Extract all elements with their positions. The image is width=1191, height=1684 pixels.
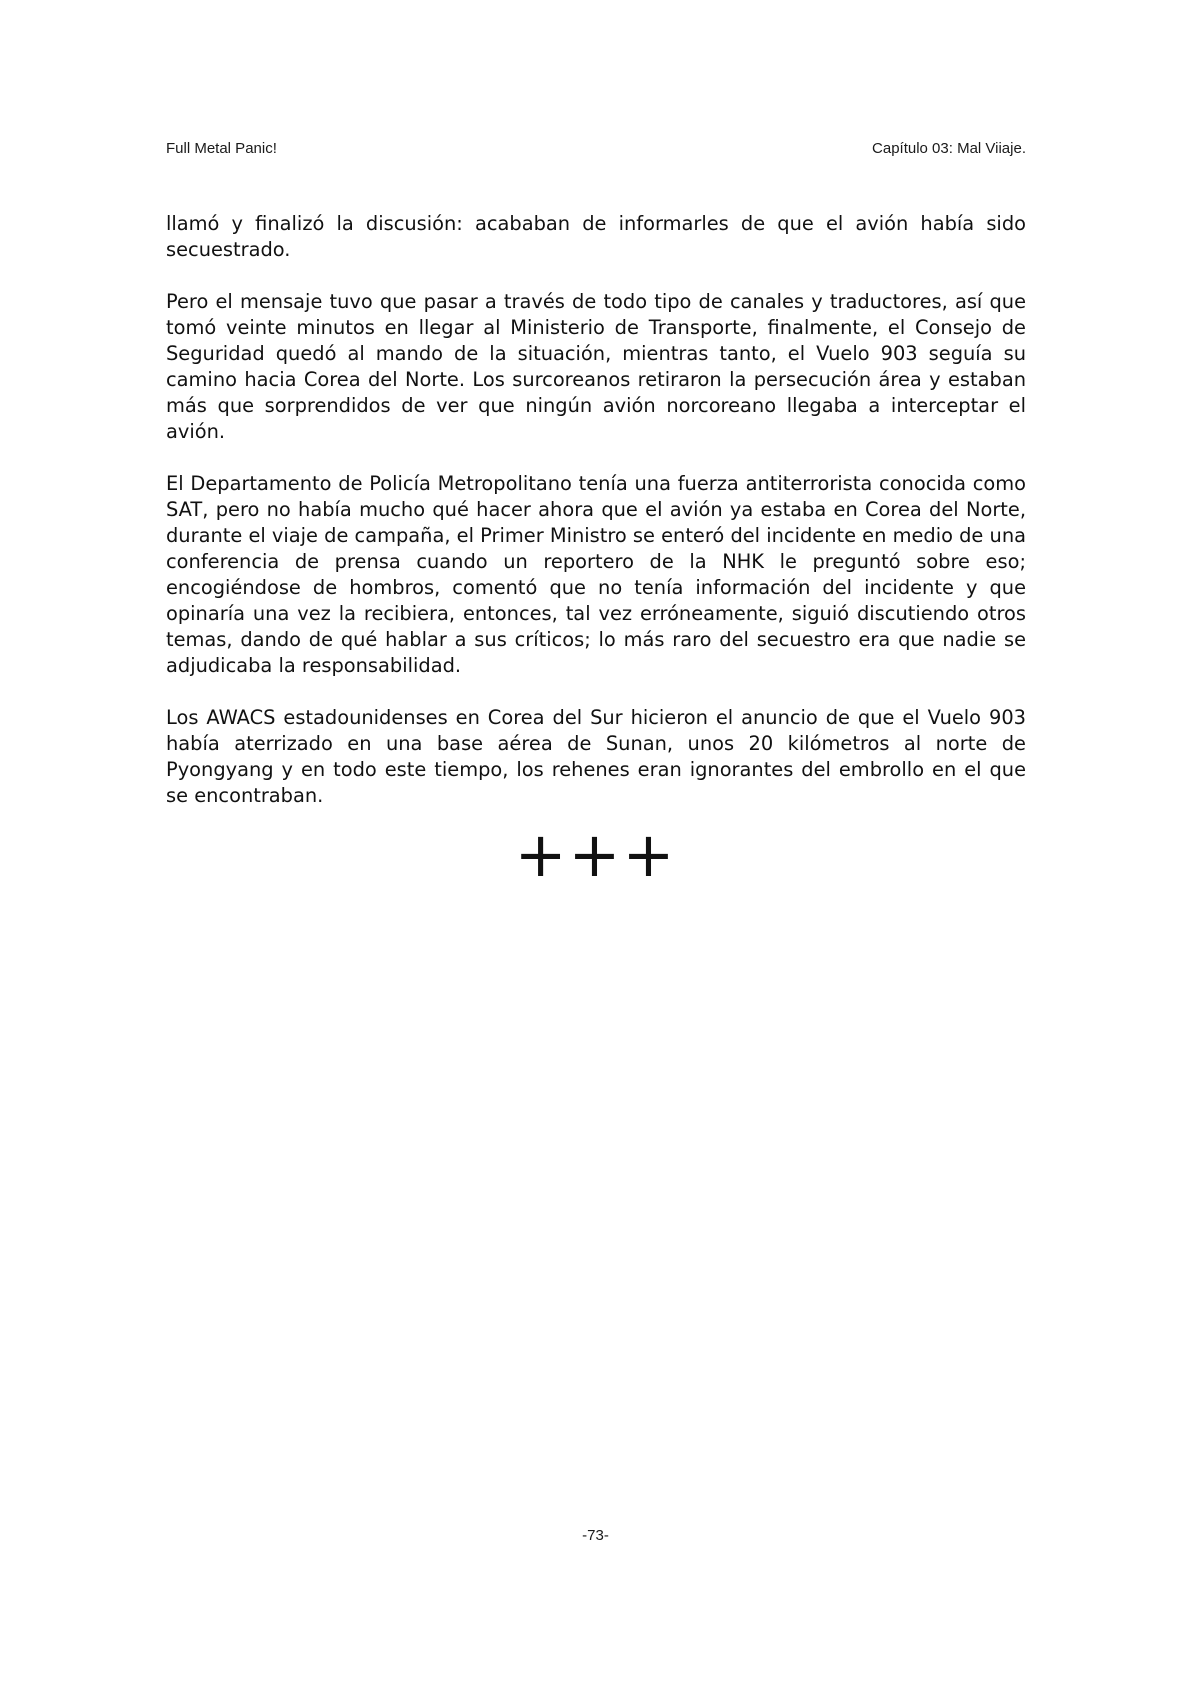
paragraph: Los AWACS estadounidenses en Corea del Sur hicieron el anuncio de que el Vuelo 903 había aterrizado en una base aérea de Sunan, unos 20 kilómetros al norte de Pyongyang y en todo este tiempo, los rehenes eran ignorantes del embrollo en el que se encontraban. <box>166 706 1026 807</box>
body-text <box>166 211 1026 835</box>
paragraph: Pero el mensaje tuvo que pasar a través de todo tipo de canales y traductores, así que tomó veinte minutos en llegar al Ministerio de Transporte, finalmente, el Consejo de Seguridad quedó al mando de la situación, mientras tanto, el Vuelo 903 seguía su camino hacia Corea del Norte. Los surcoreanos retiraron la persecución área y estaban más que sorprendidos de ver que ningún avión norcoreano llegaba a interceptar el avión. <box>166 290 1026 443</box>
running-header <box>166 140 1026 162</box>
paragraph: llamó y finalizó la discusión: acababan de informarles de que el avión había sido secuestrado. <box>166 212 1026 261</box>
header-book-title: Full Metal Panic! <box>166 140 277 157</box>
page-number: -73- <box>582 1527 609 1544</box>
paragraph: El Departamento de Policía Metropolitano tenía una fuerza antiterrorista conocida como SAT, pero no había mucho qué hacer ahora que el avión ya estaba en Corea del Norte, durante el viaje de campaña, el Primer Ministro se enteró del incidente en medio de una conferencia de prensa cuando un reportero de la NHK le preguntó sobre eso; encogiéndose de hombros, comentó que no tenía información del incidente y que opinaría una vez la recibiera, entonces, tal vez erróneamente, siguió discutiendo otros temas, dando de qué hablar a sus críticos; lo más raro del secuestro era que nadie se adjudicaba la responsabilidad. <box>166 472 1026 677</box>
header-chapter-title: Capítulo 03: Mal Viiaje. <box>872 140 1026 157</box>
section-separator: +++ <box>514 818 677 891</box>
